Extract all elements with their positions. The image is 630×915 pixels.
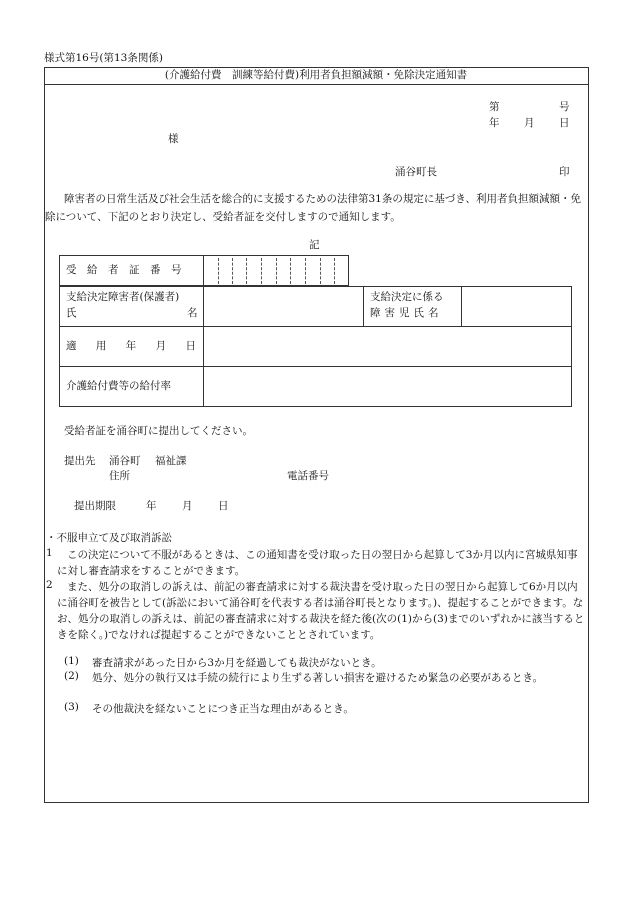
deadline-month: 月 <box>182 500 193 512</box>
appeal-sub3-num: (3) <box>64 701 79 713</box>
submit-to-label: 提出先 <box>64 455 96 467</box>
digit-separator <box>290 258 291 284</box>
table-row-divider <box>59 366 572 367</box>
decision-person-name-label-b: 名 <box>187 307 198 319</box>
apply-date-char: 日 <box>185 340 196 352</box>
form-label: 様式第16号(第13条関係) <box>44 52 163 64</box>
title-divider <box>44 84 588 85</box>
appeal-sub1-num: (1) <box>64 655 79 667</box>
apply-date-char: 年 <box>125 340 137 352</box>
doc-date-year: 年 <box>489 117 500 129</box>
submit-note: 受給者証を涌谷町に提出してください。 <box>64 425 253 437</box>
decision-person-label: 支給決定障害者(保護者) <box>66 291 180 303</box>
appeal-item2-num: 2 <box>46 579 53 591</box>
ki-label: 記 <box>309 239 320 251</box>
digit-separator <box>320 258 321 284</box>
submit-to-dept: 福祉課 <box>155 455 187 467</box>
address-label: 住所 <box>109 470 130 482</box>
phone-label: 電話番号 <box>287 470 329 482</box>
apply-date-char: 適 <box>66 340 77 352</box>
appeal-sub2-num: (2) <box>64 670 79 682</box>
table-column-divider <box>363 286 364 326</box>
recipient-number-divider <box>203 255 204 286</box>
child-label-line2: 障害児氏名 <box>370 307 443 319</box>
recipient-number-label <box>66 264 196 277</box>
child-label-line1: 支給決定に係る <box>370 291 444 303</box>
table-row-divider <box>59 326 572 327</box>
doc-date-month: 月 <box>524 117 535 129</box>
apply-date-char: 月 <box>155 340 167 352</box>
appeal-item1-num: 1 <box>46 547 53 559</box>
deadline-label: 提出期限 <box>74 500 116 512</box>
table-column-divider <box>461 286 462 326</box>
decision-person-name-label-a: 氏 <box>66 307 77 319</box>
appeal-item2-text: また、処分の取消しの訴えは、前記の審査請求に対する裁決書を受け取った日の翌日から起算して6か月以内に涌谷町を被告として(訴訟において涌谷町を代表する者は涌谷町長となります。)、提起することができます。なお、処分の取消しの訴えは、前記の審査請求に対する裁決を経た後(次の(1)から(3)までのいずれかに該当するときを除く。)でなければ提起することができないこととされています。 <box>57 581 585 641</box>
digit-separator <box>232 258 233 284</box>
issuer-seal: 印 <box>559 166 570 178</box>
table-column-divider <box>203 286 204 407</box>
rate-label: 介護給付費等の給付率 <box>66 380 171 392</box>
apply-date-char: 用 <box>95 340 107 352</box>
recipient-suffix: 様 <box>168 133 179 145</box>
deadline-year: 年 <box>146 500 157 512</box>
digit-separator <box>276 258 277 284</box>
submit-to-org: 涌谷町 <box>109 455 141 467</box>
digit-separator <box>218 258 219 284</box>
appeal-sub3-text: その他裁決を経ないことにつき正当な理由があるとき。 <box>92 703 354 715</box>
digit-separator <box>305 258 306 284</box>
doc-number-dai: 第 <box>489 101 500 113</box>
appeal-heading: ・不服申立て及び取消訴訟 <box>46 532 172 544</box>
digit-separator <box>261 258 262 284</box>
appeal-sub1-text: 審査請求があった日から3か月を経過しても裁決がないとき。 <box>92 657 382 669</box>
digit-separator <box>246 258 247 284</box>
doc-date-day: 日 <box>559 117 570 129</box>
appeal-sub2-text: 処分、処分の執行又は手続の続行により生ずる著しい損害を避けるため緊急の必要があるとき。 <box>92 672 544 684</box>
issuer-name: 涌谷町長 <box>395 166 437 178</box>
recipient-number-label-text: 受給者証番号 <box>66 264 192 276</box>
apply-date-label <box>66 340 196 353</box>
intro-paragraph: 障害者の日常生活及び社会生活を総合的に支援するための法律第31条の規定に基づき、利用者負担額減額・免除について、下記のとおり決定し、受給者証を交付しますので通知します。 <box>45 193 581 223</box>
doc-number-go: 号 <box>559 101 570 113</box>
deadline-day: 日 <box>218 500 229 512</box>
document-title: (介護給付費 訓練等給付費)利用者負担額減額・免除決定通知書 <box>164 69 468 81</box>
appeal-item1-text: この決定について不服があるときは、この通知書を受け取った日の翌日から起算して3か月以内に宮城県知事に対し審査請求をすることができます。 <box>57 549 578 577</box>
digit-separator <box>334 258 335 284</box>
